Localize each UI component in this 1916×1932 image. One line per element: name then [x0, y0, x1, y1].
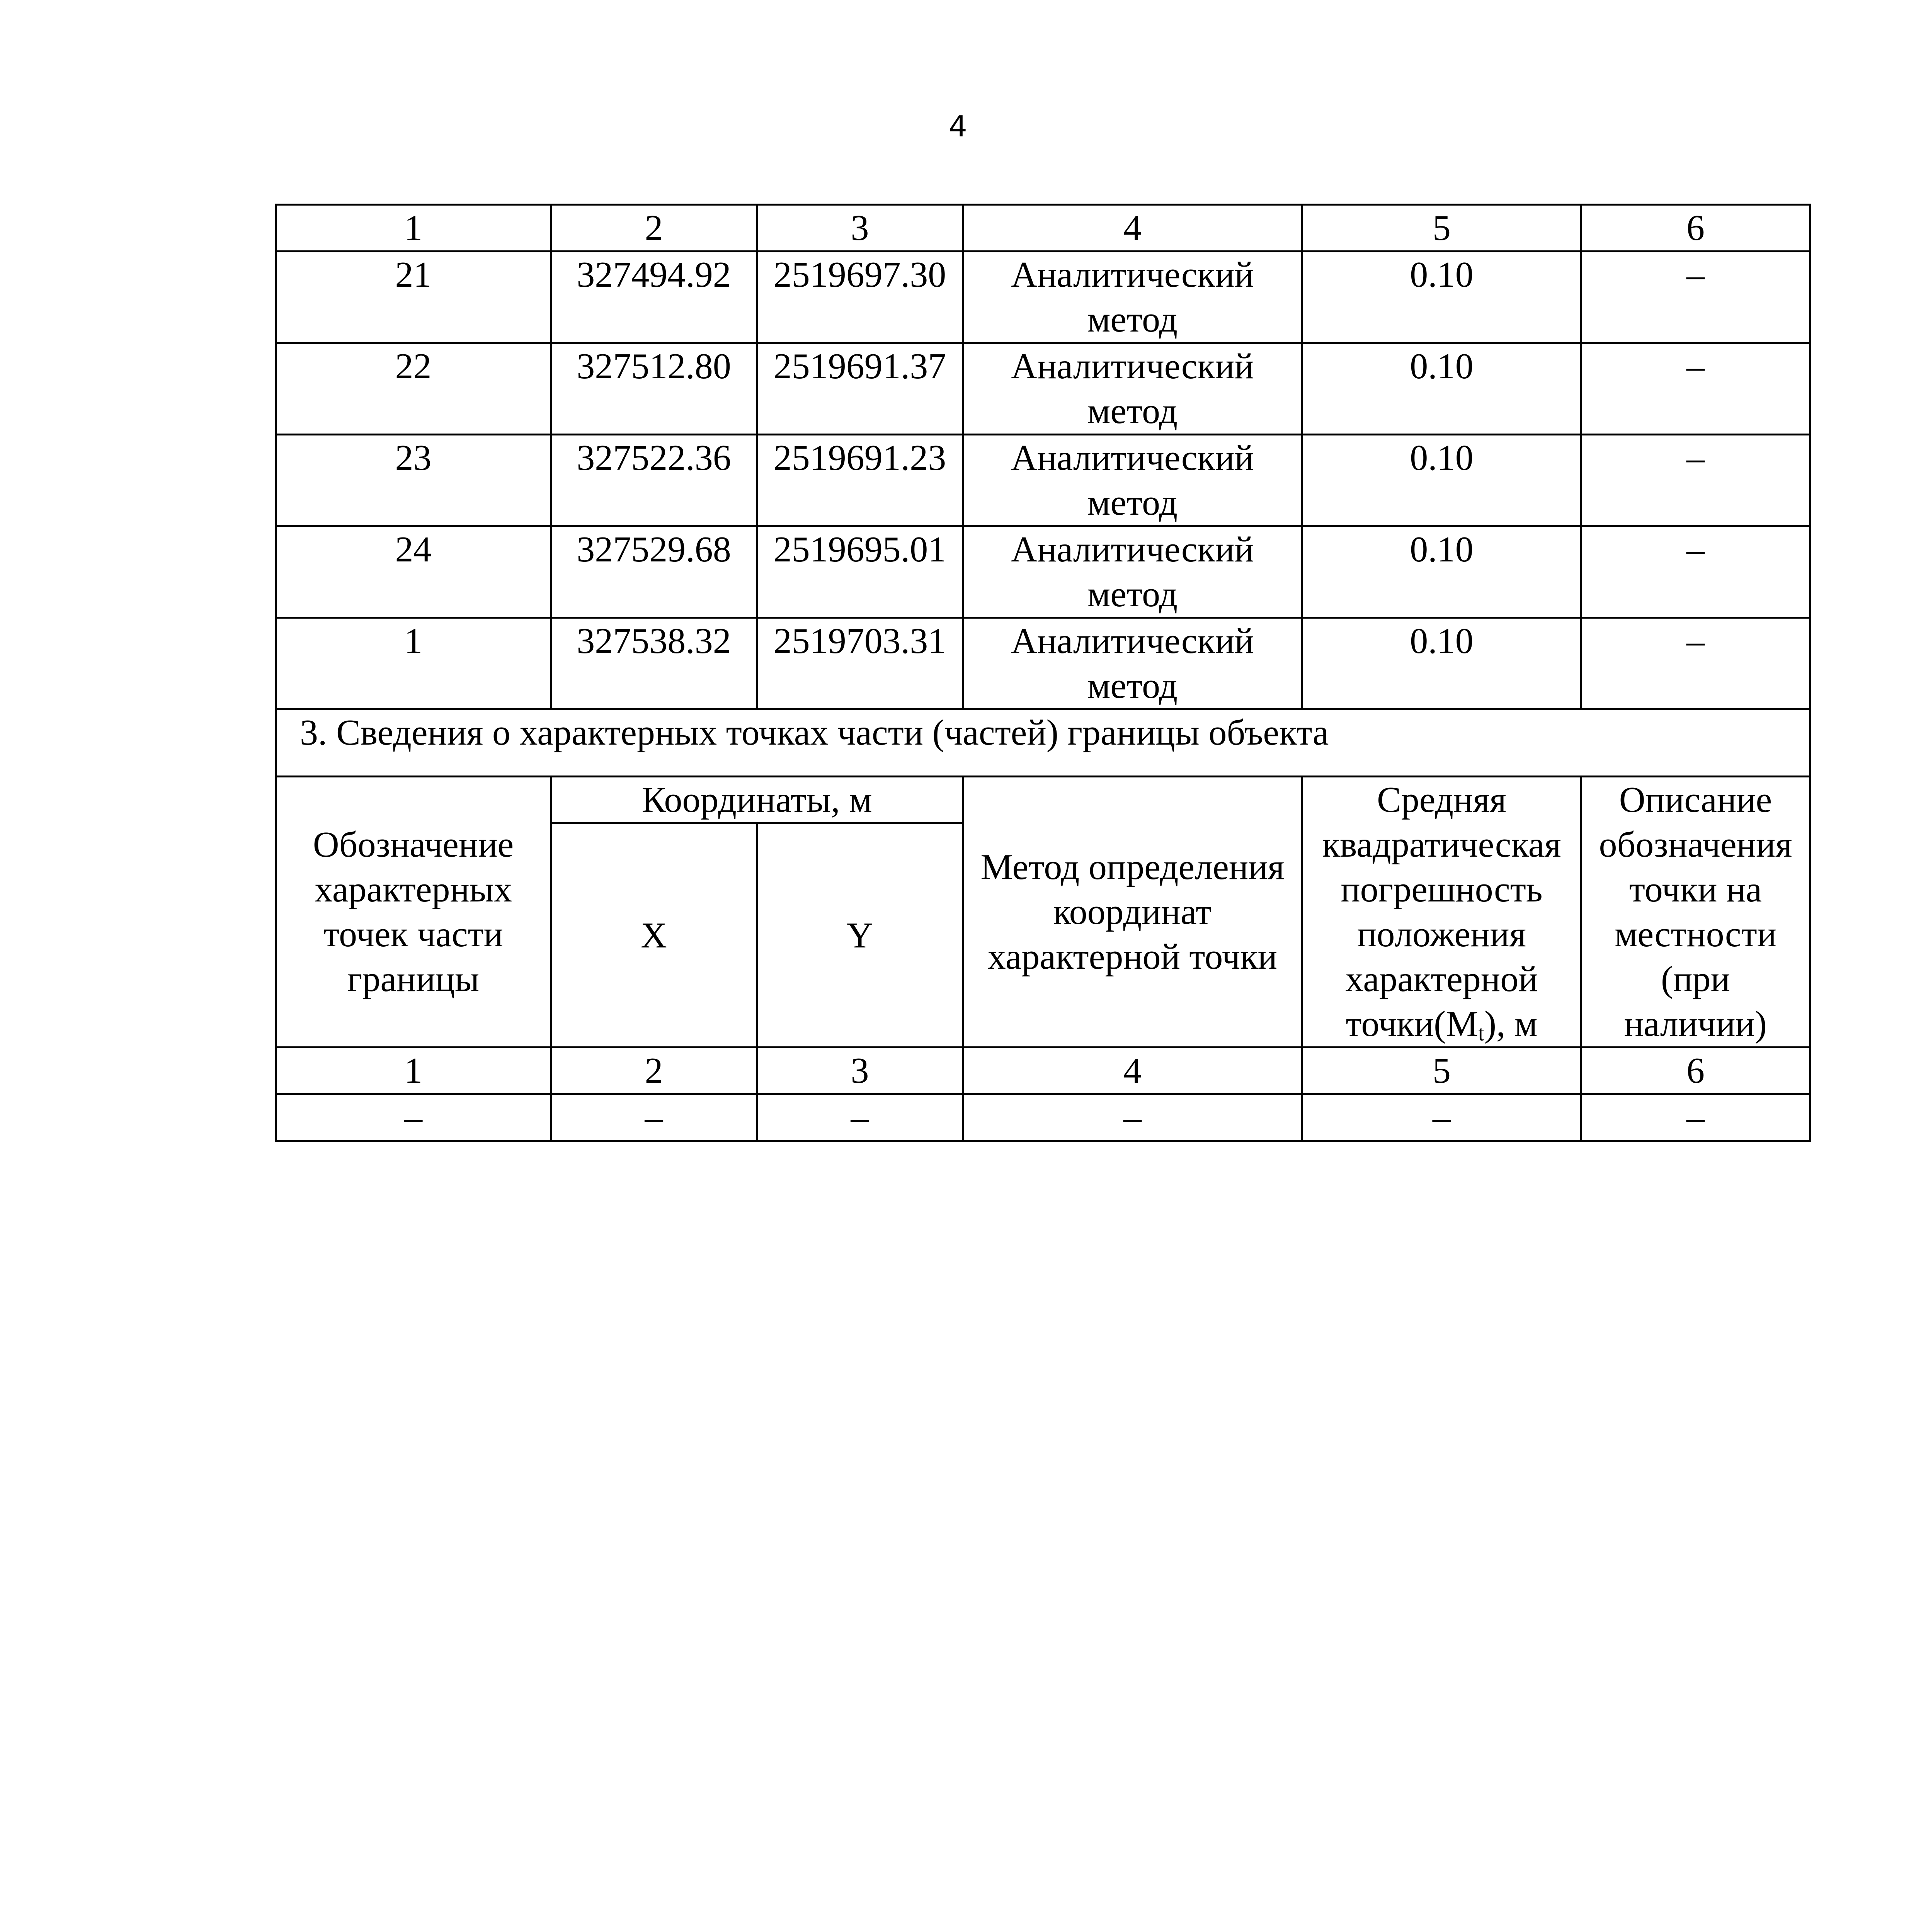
coordinates-table — [275, 204, 1811, 1142]
accuracy-cell: 0.10 — [1302, 618, 1581, 709]
header-line: характерной — [1345, 959, 1538, 999]
header-line: Средняя — [1377, 780, 1506, 820]
header-text: точки(M — [1346, 1004, 1479, 1044]
method-cell — [963, 526, 1302, 618]
subscript-t: t — [1478, 1021, 1484, 1046]
method-cell — [963, 435, 1302, 526]
coordinates-header: Координаты, м — [551, 777, 963, 823]
x-header: X — [551, 823, 757, 1048]
accuracy-cell: 0.10 — [1302, 252, 1581, 343]
accuracy-cell: 0.10 — [1302, 343, 1581, 435]
method-line: Аналитический — [1011, 255, 1254, 295]
table-row — [276, 343, 1810, 435]
point-cell: 21 — [276, 252, 551, 343]
method-line: Аналитический — [1011, 346, 1254, 386]
header-line: наличии) — [1624, 1004, 1767, 1044]
x-cell: 327512.80 — [551, 343, 757, 435]
y-cell: 2519703.31 — [757, 618, 963, 709]
y-header: Y — [757, 823, 963, 1048]
x-cell: 327494.92 — [551, 252, 757, 343]
description-cell: – — [1581, 252, 1810, 343]
method-line: Аналитический — [1011, 621, 1254, 661]
section-header-row — [276, 777, 1810, 823]
header-line: характерной точки — [987, 937, 1278, 977]
header-line: характерных — [315, 869, 512, 910]
table-row — [276, 252, 1810, 343]
header-line: точки на — [1629, 869, 1762, 910]
description-cell: – — [1581, 618, 1810, 709]
column-number-row — [276, 205, 1810, 252]
header-line: Метод определения — [980, 847, 1285, 887]
column-number: 6 — [1581, 205, 1810, 252]
point-cell: 24 — [276, 526, 551, 618]
column-number: 4 — [963, 205, 1302, 252]
method-cell — [963, 618, 1302, 709]
column-number: 3 — [757, 205, 963, 252]
table-row — [276, 435, 1810, 526]
accuracy-cell: 0.10 — [1302, 526, 1581, 618]
method-line: метод — [1087, 666, 1178, 706]
column-number: 4 — [963, 1048, 1302, 1094]
method-cell — [963, 252, 1302, 343]
column-number-row — [276, 1048, 1810, 1094]
column-number: 5 — [1302, 1048, 1581, 1094]
method-line: метод — [1087, 483, 1178, 523]
method-line: метод — [1087, 391, 1178, 431]
empty-cell: – — [1581, 1094, 1810, 1141]
column-number: 1 — [276, 205, 551, 252]
empty-cell: – — [757, 1094, 963, 1141]
header-line: погрешность — [1341, 869, 1543, 910]
header-line: точек части — [323, 914, 503, 954]
page-number: 4 — [949, 109, 967, 143]
description-header — [1581, 777, 1810, 1048]
y-cell: 2519695.01 — [757, 526, 963, 618]
header-line: положения — [1357, 914, 1526, 954]
empty-cell: – — [963, 1094, 1302, 1141]
description-cell: – — [1581, 343, 1810, 435]
method-line: Аналитический — [1011, 438, 1254, 478]
accuracy-header — [1302, 777, 1581, 1048]
header-line — [1305, 1002, 1578, 1046]
header-line: границы — [347, 959, 480, 999]
header-line: местности — [1614, 914, 1777, 954]
description-cell: – — [1581, 526, 1810, 618]
column-number: 5 — [1302, 205, 1581, 252]
column-number: 3 — [757, 1048, 963, 1094]
point-cell: 23 — [276, 435, 551, 526]
column-number: 2 — [551, 205, 757, 252]
section-title: 3. Сведения о характерных точках части (частей) границы объекта — [276, 709, 1810, 777]
header-line: квадратическая — [1322, 825, 1561, 865]
column-number: 2 — [551, 1048, 757, 1094]
y-cell: 2519691.37 — [757, 343, 963, 435]
y-cell: 2519697.30 — [757, 252, 963, 343]
table-row — [276, 1094, 1810, 1141]
method-cell — [963, 343, 1302, 435]
header-line: Обозначение — [313, 825, 514, 865]
table-row — [276, 526, 1810, 618]
header-line: Описание — [1619, 780, 1772, 820]
method-line: Аналитический — [1011, 529, 1254, 570]
table-row — [276, 618, 1810, 709]
point-designation-header — [276, 777, 551, 1048]
y-cell: 2519691.23 — [757, 435, 963, 526]
section-title-row — [276, 709, 1810, 777]
x-cell: 327522.36 — [551, 435, 757, 526]
header-line: координат — [1053, 892, 1212, 932]
method-line: метод — [1087, 574, 1178, 614]
empty-cell: – — [551, 1094, 757, 1141]
point-cell: 1 — [276, 618, 551, 709]
empty-cell: – — [1302, 1094, 1581, 1141]
method-header — [963, 777, 1302, 1048]
x-cell: 327538.32 — [551, 618, 757, 709]
column-number: 6 — [1581, 1048, 1810, 1094]
header-line: (при — [1661, 959, 1730, 999]
method-line: метод — [1087, 299, 1178, 340]
column-number: 1 — [276, 1048, 551, 1094]
empty-cell: – — [276, 1094, 551, 1141]
accuracy-cell: 0.10 — [1302, 435, 1581, 526]
header-line: обозначения — [1599, 825, 1792, 865]
header-text: ), м — [1484, 1004, 1538, 1044]
point-cell: 22 — [276, 343, 551, 435]
x-cell: 327529.68 — [551, 526, 757, 618]
description-cell: – — [1581, 435, 1810, 526]
